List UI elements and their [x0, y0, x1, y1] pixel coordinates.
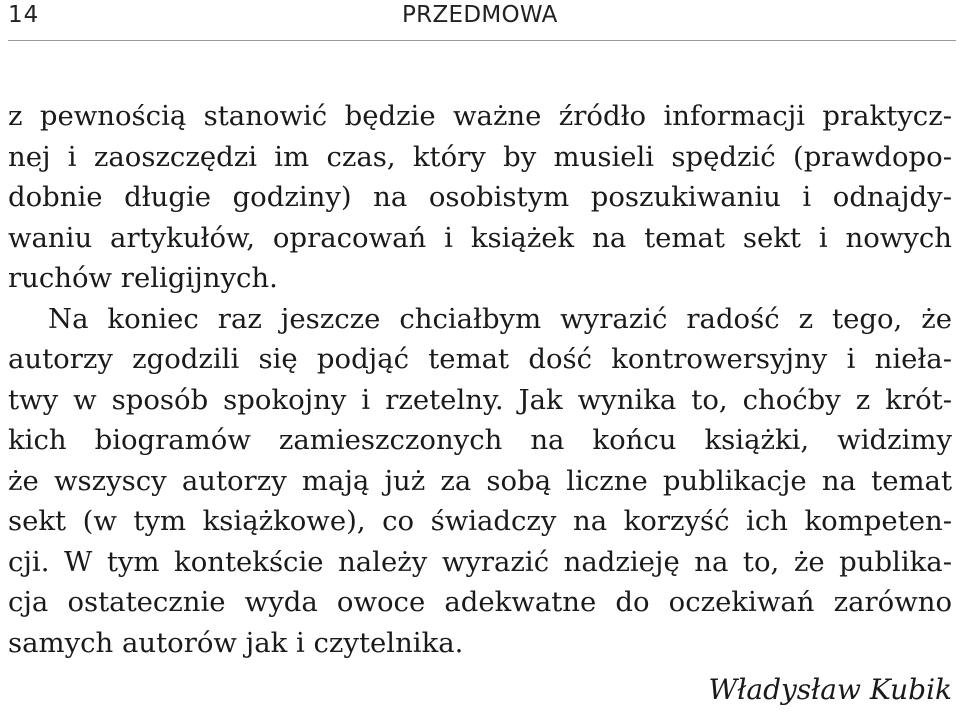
text-line: sekt (w tym książkowe), co świadczy na korzyść ich kompeten-: [8, 505, 952, 537]
running-head: PRZEDMOWA: [402, 2, 558, 28]
text-line: nej i zaoszczędzi im czas, który by musieli spędzić (prawdopo-: [8, 140, 952, 173]
text-line: cji. W tym kontekście należy wyrazić nadzieję na to, że publika-: [8, 545, 952, 578]
text-line: Na koniec raz jeszcze chciałbym wyrazić radość z tego, że: [48, 302, 952, 335]
text-line: autorzy zgodzili się podjąć temat dość kontrowersyjny i niełа-: [8, 343, 952, 375]
text-line: ruchów religijnych.: [8, 262, 278, 294]
body-text: [8, 96, 952, 663]
text-line: kich biogramów zamieszczonych na końcu książki, widzimy: [8, 424, 952, 456]
text-line: samych autorów jak i czytelnika.: [8, 626, 464, 659]
author-signature: Władysław Kubik: [708, 673, 952, 706]
text-line: z pewnością stanowić będzie ważne źródło informacji praktycz-: [8, 100, 952, 132]
page-number: 14: [8, 2, 40, 28]
text-line: dobnie długie godziny) na osobistym poszukiwaniu i odnajdy-: [8, 181, 952, 213]
page-header: [8, 0, 956, 41]
text-line: twy w sposób spokojny i rzetelny. Jak wynika to, choćby z krót-: [8, 383, 952, 416]
text-line: cja ostatecznie wyda owoce adekwatne do oczekiwań zarówno: [8, 586, 952, 618]
text-line: że wszyscy autorzy mają już za sobą liczne publikacje na temat: [8, 464, 952, 497]
text-line: waniu artykułów, opracowań i książek na temat sekt i nowych: [8, 221, 952, 254]
